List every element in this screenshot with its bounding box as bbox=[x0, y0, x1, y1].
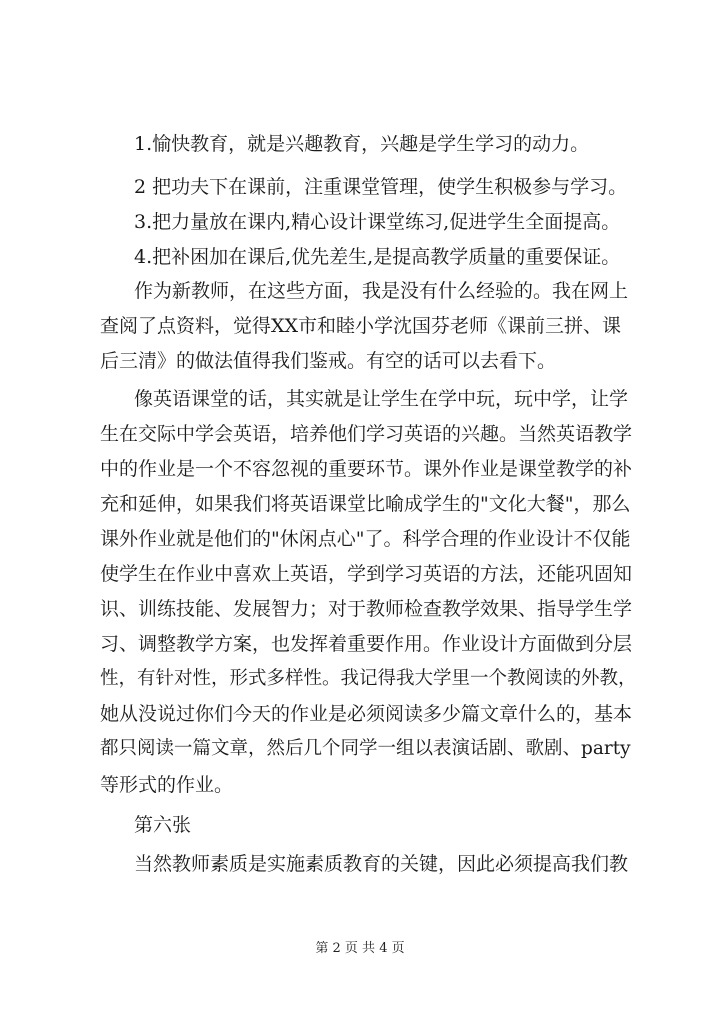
paragraph-line: 后三清》的做法值得我们鉴戒。有空的话可以去看下。 bbox=[100, 350, 557, 372]
paragraph-line: 都只阅读一篇文章，然后几个同学一组以表演话剧、歌剧、party bbox=[100, 738, 631, 759]
list-item-4: 4.把补困加在课后,优先差生,是提高教学质量的重要保证。 bbox=[134, 246, 621, 268]
paragraph-line: 课外作业就是他们的"休闲点心"了。科学合理的作业设计不仅能 bbox=[100, 528, 631, 550]
paragraph-line: 她从没说过你们今天的作业是必须阅读多少篇文章什么的，基本 bbox=[100, 703, 633, 725]
list-item-2: 2 把功夫下在课前，注重课堂管理，使学生积极参与学习。 bbox=[134, 176, 628, 198]
page-footer: 第 2 页 共 4 页 bbox=[315, 941, 405, 956]
paragraph-line: 像英语课堂的话，其实就是让学生在学中玩，玩中学，让学 bbox=[134, 388, 629, 410]
paragraph-line: 生在交际中学会英语，培养他们学习英语的兴趣。当然英语教学 bbox=[100, 423, 633, 445]
list-item-1: 1.愉快教育，就是兴趣教育，兴趣是学生学习的动力。 bbox=[134, 133, 590, 155]
paragraph-line: 充和延伸，如果我们将英语课堂比喻成学生的"文化大餐"，那么 bbox=[100, 493, 631, 515]
paragraph-line: 查阅了点资料，觉得XX市和睦小学沈国芬老师《课前三拼、课 bbox=[100, 315, 622, 337]
paragraph-line: 使学生在作业中喜欢上英语，学到学习英语的方法，还能巩固知 bbox=[100, 563, 633, 585]
paragraph-line: 习、调整教学方案，也发挥着重要作用。作业设计方面做到分层 bbox=[100, 633, 633, 655]
paragraph-line: 当然教师素质是实施素质教育的关键，因此必须提高我们教 bbox=[134, 853, 629, 875]
section-heading: 第六张 bbox=[134, 814, 192, 836]
paragraph-line: 作为新教师，在这些方面，我是没有什么经验的。我在网上 bbox=[134, 280, 629, 302]
paragraph-line: 中的作业是一个不容忽视的重要环节。课外作业是课堂教学的补 bbox=[100, 458, 633, 480]
paragraph-line: 等形式的作业。 bbox=[100, 774, 234, 796]
list-item-3: 3.把力量放在课内,精心设计课堂练习,促进学生全面提高。 bbox=[134, 211, 621, 233]
paragraph-line: 识、训练技能、发展智力；对于教师检查教学效果、指导学生学 bbox=[100, 598, 633, 620]
paragraph-line: 性，有针对性，形式多样性。我记得我大学里一个教阅读的外教， bbox=[100, 668, 637, 689]
